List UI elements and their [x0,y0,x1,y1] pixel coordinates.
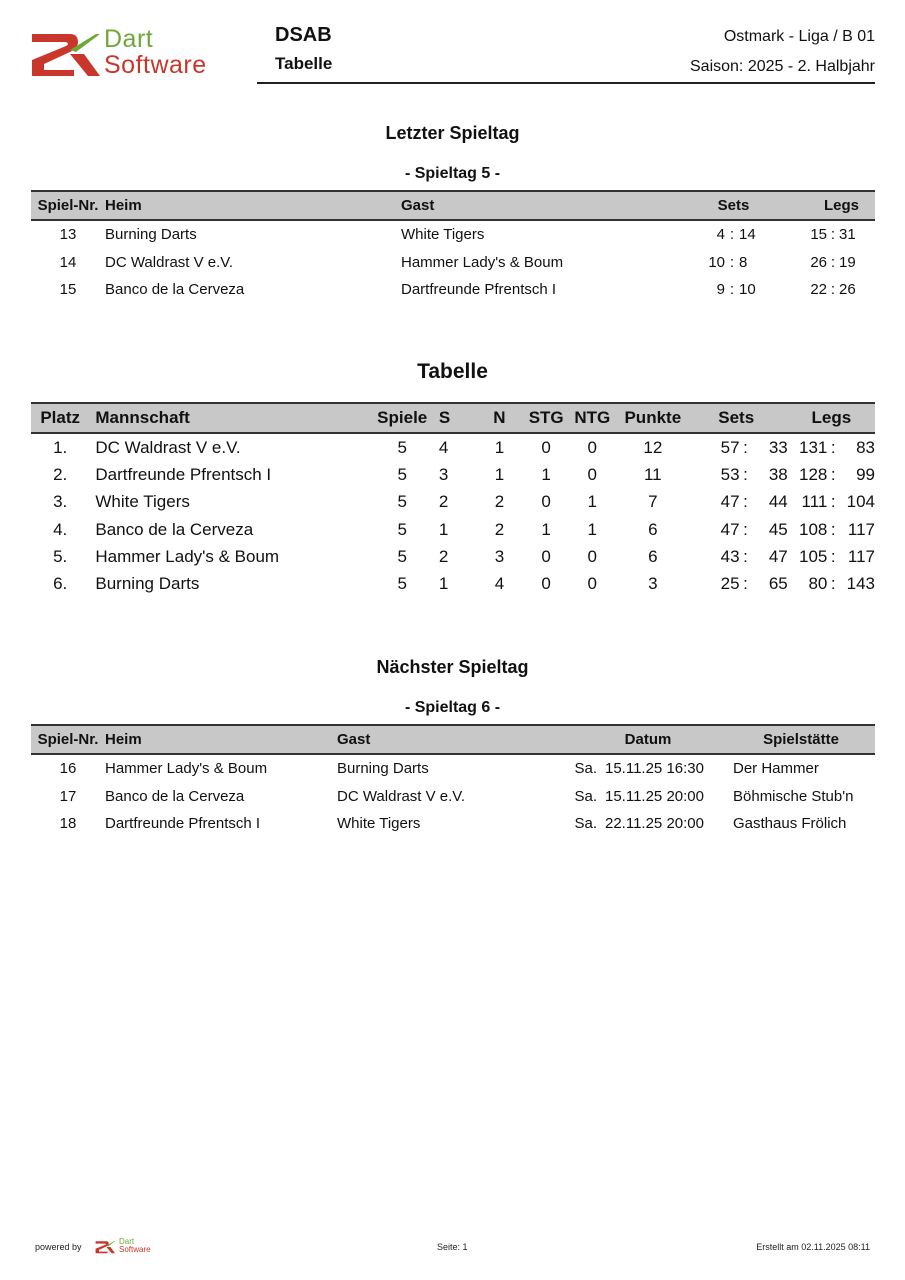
legs-separator: : [830,253,836,271]
guest-team: Hammer Lady's & Boum [401,253,564,271]
match-weekday: Sa. [574,815,597,833]
col-spielstaette: Spielstätte [727,725,875,754]
place: 1. [53,437,68,457]
dart-software-logo [30,25,255,80]
table-row [31,489,875,516]
table-row [31,783,875,811]
match-date: 15.11.25 16:30 [605,760,704,778]
home-team: DC Waldrast V e.V. [105,253,234,271]
losses: 2 [494,492,505,512]
sets-separator: : [729,226,735,244]
ntg: 0 [587,546,598,566]
home-team: Dartfreunde Pfrentsch I [105,815,261,833]
place: 4. [53,519,68,539]
legs-home: 22 [810,281,827,299]
place: 3. [53,492,68,512]
stg: 0 [541,574,551,594]
guest-team: White Tigers [337,815,421,833]
place: 2. [53,464,68,484]
games-played: 5 [397,574,407,594]
team-name: White Tigers [95,492,190,512]
next-matchday-title: Nächster Spieltag [376,657,529,677]
games-played: 5 [397,464,407,484]
legs-separator: : [830,464,836,484]
venue: Böhmische Stub'n [733,787,854,805]
wins: 3 [438,464,449,484]
sets-lost: 45 [768,519,788,539]
points: 11 [643,464,662,484]
page-number: Seite: 1 [437,1242,468,1252]
points: 3 [648,574,658,594]
team-name: Hammer Lady's & Boum [95,546,280,566]
legs-separator: : [830,574,836,594]
match-number: 15 [59,281,77,299]
ntg: 0 [587,574,598,594]
stg: 0 [541,437,551,457]
next-matchday-subtitle: - Spieltag 6 - [404,699,501,716]
venue: Der Hammer [733,760,819,778]
dart-software-logo-icon [30,30,100,78]
legs-guest: 26 [839,281,856,299]
sets-lost: 33 [768,437,788,457]
logo-text-software: Software [104,51,207,79]
guest-team: White Tigers [401,226,485,244]
next-matchday-table [31,724,875,838]
col-legs: Legs [788,403,875,433]
venue: Gasthaus Frölich [733,815,847,833]
table-row [31,543,875,570]
match-number: 17 [59,787,77,805]
sets-separator: : [743,574,748,594]
col-heim: Heim [105,725,337,754]
sets-lost: 38 [768,464,788,484]
table-row [31,461,875,488]
col-spiel-nr: Spiel-Nr. [31,725,105,754]
ntg: 0 [587,464,598,484]
home-team: Banco de la Cerveza [105,787,245,805]
sets-home: 10 [708,253,725,271]
losses: 1 [494,464,505,484]
legs-lost: 143 [846,574,875,594]
sets-separator: : [743,437,748,457]
col-gast: Gast [401,191,692,220]
home-team: Hammer Lady's & Boum [105,760,268,778]
header-divider [257,82,875,84]
col-mannschaft: Mannschaft [89,403,365,433]
match-number: 16 [59,760,77,778]
team-name: Burning Darts [95,574,200,594]
games-played: 5 [397,546,407,566]
ntg: 1 [587,492,598,512]
table-row [31,276,875,304]
organization-title: DSAB [275,24,332,46]
col-gast: Gast [337,725,569,754]
season-label: Saison: 2025 - 2. Halbjahr [690,58,875,75]
sets-lost: 65 [768,574,788,594]
stg: 1 [541,519,551,539]
col-stg: STG [529,403,564,433]
legs-separator: : [830,281,836,299]
guest-team: DC Waldrast V e.V. [337,787,466,805]
logo-text-dart: Dart [104,25,154,53]
last-matchday-title: Letzter Spieltag [385,123,520,143]
footer-logo [95,1238,170,1256]
table-row [31,810,875,838]
logo-text [104,26,207,78]
team-name: DC Waldrast V e.V. [95,437,241,457]
guest-team: Burning Darts [337,760,429,778]
legs-lost: 83 [856,437,875,457]
guest-team: Dartfreunde Pfrentsch I [401,281,557,299]
legs-separator: : [830,437,836,457]
footer-logo-icon [95,1240,115,1254]
document-subtitle: Tabelle [275,54,333,73]
legs-separator: : [830,546,836,566]
table-row [31,754,875,783]
last-matchday-subtitle: - Spieltag 5 - [404,165,501,182]
footer-logo-text-dart: Dart [119,1237,135,1246]
col-spiele: Spiele [366,403,439,433]
legs-won: 111 [801,492,828,512]
match-number: 18 [59,815,77,833]
table-row [31,516,875,543]
team-name: Banco de la Cerveza [95,519,254,539]
legs-lost: 117 [847,546,875,566]
legs-won: 131 [798,437,828,457]
sets-separator: : [743,492,748,512]
games-played: 5 [397,492,407,512]
table-header-row [31,725,875,754]
wins: 1 [438,519,449,539]
place: 5. [53,546,68,566]
wins: 2 [438,546,449,566]
losses: 2 [494,519,505,539]
legs-lost: 117 [847,519,875,539]
match-weekday: Sa. [574,760,597,778]
stg: 0 [541,546,551,566]
col-sets: Sets [685,403,788,433]
sets-home: 9 [716,281,725,299]
legs-guest: 31 [839,226,856,244]
match-date: 22.11.25 20:00 [605,815,704,833]
wins: 2 [438,492,449,512]
sets-won: 47 [720,519,740,539]
col-legs: Legs [775,191,875,220]
games-played: 5 [397,437,407,457]
sets-separator: : [729,281,735,299]
legs-separator: : [830,519,836,539]
created-timestamp: Erstellt am 02.11.2025 08:11 [756,1242,870,1252]
sets-lost: 44 [768,492,788,512]
table-row [31,570,875,597]
legs-guest: 19 [839,253,856,271]
sets-home: 4 [716,226,725,244]
sets-lost: 47 [768,546,788,566]
points: 7 [648,492,658,512]
losses: 1 [494,437,505,457]
sets-guest: 14 [739,226,756,244]
col-ntg: NTG [564,403,621,433]
league-name: Ostmark - Liga / B 01 [723,28,875,45]
sets-won: 43 [720,546,740,566]
points: 6 [648,519,658,539]
footer-logo-text-software: Software [119,1245,151,1254]
stg: 0 [541,492,551,512]
sets-guest: 8 [739,253,748,271]
games-played: 5 [397,519,407,539]
table-header-row [31,403,875,433]
home-team: Burning Darts [105,226,197,244]
sets-separator: : [743,519,748,539]
col-platz: Platz [31,403,89,433]
col-sets: Sets [692,191,775,220]
col-n: N [470,403,529,433]
sets-separator: : [729,253,735,271]
stg: 1 [541,464,551,484]
sets-won: 47 [720,492,740,512]
legs-separator: : [830,492,836,512]
home-team: Banco de la Cerveza [105,281,245,299]
losses: 3 [494,546,505,566]
legs-home: 15 [810,226,827,244]
wins: 1 [438,574,449,594]
col-spiel-nr: Spiel-Nr. [31,191,105,220]
table-row [31,433,875,461]
legs-won: 105 [798,546,828,566]
standings-title: Tabelle [417,360,488,383]
col-punkte: Punkte [621,403,685,433]
sets-won: 53 [720,464,740,484]
sets-guest: 10 [739,281,756,299]
place: 6. [53,574,68,594]
sets-separator: : [743,464,748,484]
team-name: Dartfreunde Pfrentsch I [95,464,272,484]
legs-won: 108 [798,519,828,539]
legs-home: 26 [810,253,827,271]
powered-by-label: powered by [35,1242,82,1252]
last-matchday-table [31,190,875,304]
losses: 4 [494,574,505,594]
ntg: 0 [587,437,598,457]
legs-lost: 104 [846,492,875,512]
legs-separator: : [830,226,836,244]
table-header-row [31,191,875,220]
legs-won: 80 [808,574,828,594]
table-row [31,249,875,277]
match-weekday: Sa. [574,787,597,805]
points: 12 [643,437,663,457]
legs-lost: 99 [856,464,875,484]
standings-table [31,402,875,598]
col-datum: Datum [569,725,727,754]
match-date: 15.11.25 20:00 [605,787,704,805]
col-s: S [439,403,470,433]
wins: 4 [438,437,449,457]
table-row [31,220,875,249]
sets-won: 57 [720,437,740,457]
legs-won: 128 [798,464,828,484]
sets-won: 25 [720,574,740,594]
ntg: 1 [587,519,598,539]
match-number: 14 [59,253,77,271]
col-heim: Heim [105,191,401,220]
sets-separator: : [743,546,748,566]
match-number: 13 [59,226,77,244]
points: 6 [648,546,658,566]
